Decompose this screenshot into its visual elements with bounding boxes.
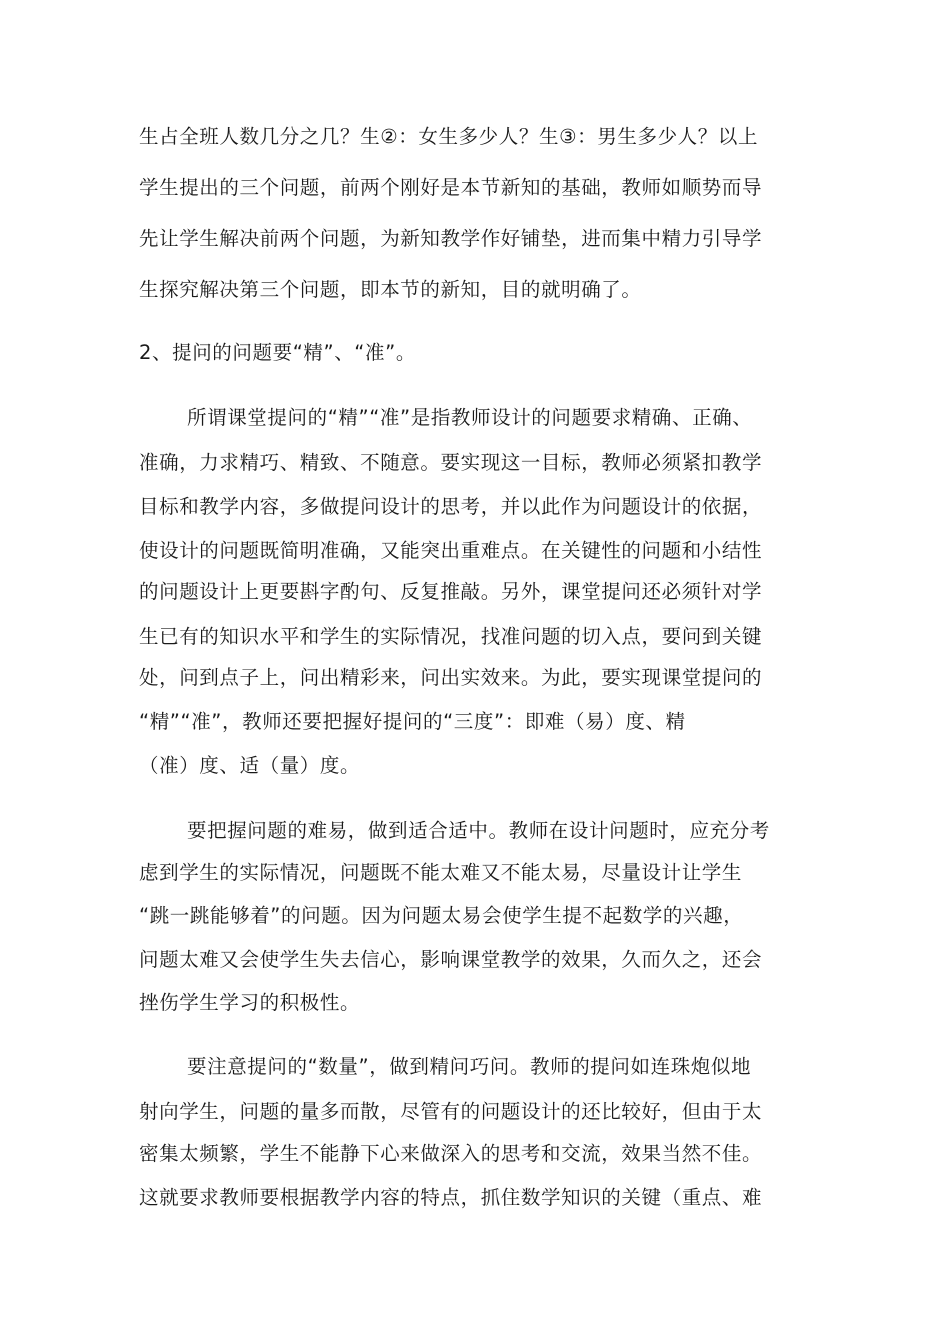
text-line: “精”“准”，教师还要把握好提问的“三度”：即难（易）度、精: [139, 710, 686, 733]
text-line: 使设计的问题既简明准确，又能突出重难点。在关键性的问题和小结性: [139, 539, 763, 562]
text-line: 生探究解决第三个问题，即本节的新知，目的就明确了。: [139, 278, 642, 301]
text-line: 要注意提问的“数量”，做到精问巧问。教师的提问如连珠炮似地: [187, 1055, 752, 1078]
text-line: 目标和教学内容，多做提问设计的思考，并以此作为问题设计的依据，: [139, 495, 763, 518]
text-line: 密集太频繁，学生不能静下心来做深入的思考和交流，效果当然不佳。: [139, 1142, 763, 1165]
text-line: 所谓课堂提问的“精”“准”是指教师设计的问题要求精确、正确、: [187, 406, 753, 429]
text-line: “跳一跳能够着”的问题。因为问题太易会使学生提不起数学的兴趣，: [139, 904, 744, 927]
text-line: 挫伤学生学习的积极性。: [139, 991, 361, 1014]
text-line: 的问题设计上更要斟字酌句、反复推敲。另外，课堂提问还必须针对学: [139, 580, 763, 603]
text-line: 学生提出的三个问题，前两个刚好是本节新知的基础，教师如顺势而导: [139, 176, 763, 199]
text-line: 要把握问题的难易，做到适合适中。教师在设计问题时，应充分考: [187, 819, 770, 842]
text-line: 生占全班人数几分之几？生②：女生多少人？生③：男生多少人？以上: [139, 125, 759, 148]
text-line: 生已有的知识水平和学生的实际情况，找准问题的切入点，要问到关键: [139, 625, 763, 648]
text-line: （准）度、适（量）度。: [139, 754, 361, 777]
text-line: 问题太难又会使学生失去信心，影响课堂教学的效果，久而久之，还会: [139, 948, 763, 971]
text-line: 这就要求教师要根据教学内容的特点，抓住数学知识的关键（重点、难: [139, 1186, 763, 1209]
text-line: 虑到学生的实际情况，问题既不能太难又不能太易，尽量设计让学生: [139, 861, 743, 884]
text-line: 处，问到点子上，问出精彩来，问出实效来。为此，要实现课堂提问的: [139, 666, 763, 689]
text-line: 射向学生，问题的量多而散，尽管有的问题设计的还比较好，但由于太: [139, 1100, 763, 1123]
section-heading: 2、提问的问题要“精”、“准”。: [139, 341, 416, 364]
text-line: 准确，力求精巧、精致、不随意。要实现这一目标，教师必须紧扣教学: [139, 451, 763, 474]
text-line: 先让学生解决前两个问题，为新知教学作好铺垫，进而集中精力引导学: [139, 227, 763, 250]
